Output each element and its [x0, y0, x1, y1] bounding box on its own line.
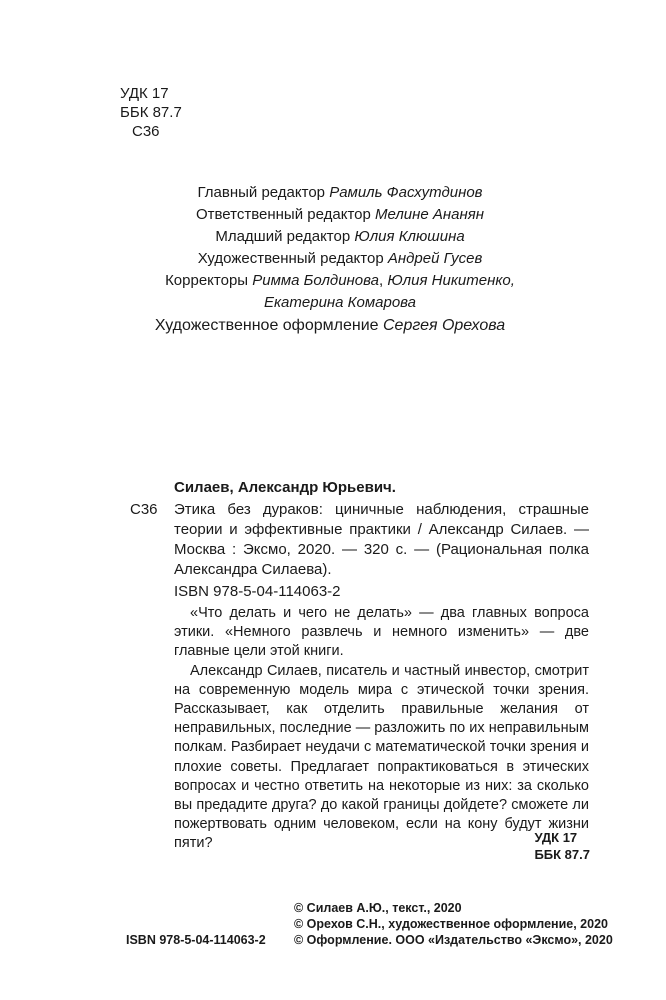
chief-editor-role: Главный редактор — [197, 184, 326, 201]
junior-editor-line — [140, 226, 540, 248]
footer-udk: УДК 17 — [534, 830, 578, 845]
art-editor-role: Художественный редактор — [197, 250, 384, 267]
author-sign: С36 — [132, 123, 160, 140]
corrector-1: Римма Болдинова — [252, 272, 379, 289]
art-editor-line — [140, 248, 540, 270]
correctors-role: Корректоры — [165, 272, 249, 289]
footer-bbk: ББК 87.7 — [534, 847, 590, 862]
copyright-design: © Орехов С.Н., художественное оформление, 2020 — [294, 917, 608, 931]
junior-editor-role: Младший редактор — [215, 228, 351, 245]
responsible-editor-role: Ответственный редактор — [195, 206, 371, 223]
design-credit — [100, 315, 560, 337]
entry-description: Этика без дураков: циничные наблюдения, страшные теории и эффективные практики / Александр Силаев. — Москва : Эксмо, 2020. — 320 с. — (Рациональная полка Александра Силаева). — [174, 501, 589, 578]
copyright-block — [126, 900, 613, 948]
copyright-line-2 — [126, 916, 608, 932]
bbk-code: ББК 87.7 — [120, 104, 182, 121]
design-label: Художественное оформление — [154, 317, 379, 334]
entry-code: С36 — [130, 501, 158, 518]
correctors-line-2 — [140, 292, 540, 314]
corrector-2: Юлия Никитенко, — [387, 272, 515, 289]
copyright-line-1 — [126, 900, 596, 916]
design-name: Сергея Орехова — [383, 317, 506, 334]
art-editor-name: Андрей Гусев — [387, 250, 483, 267]
classification-block — [120, 84, 182, 141]
editorial-credits — [140, 182, 540, 314]
chief-editor-line — [140, 182, 540, 204]
annotation-paragraph-1: «Что делать и чего не делать» — два главных вопроса этики. «Немного развлечь и немного изменить» — две главные цели этой книги. — [174, 605, 589, 660]
entry-author: Силаев, Александр Юрьевич. — [174, 479, 396, 496]
entry-isbn: ISBN 978-5-04-114063-2 — [174, 583, 341, 600]
copyright-line-3 — [126, 932, 613, 948]
annotation-paragraph-2: Александр Силаев, писатель и частный инвестор, смотрит на современную модель мира с этической точки зрения. Рассказывает, как отделить правильные желания от неправильных, последние — разложить по их неправильным полкам. Разбирает неудачи с математической точки зрения и плохие советы. Предлагает попрактиковаться в этических вопросах и честно ответить на некоторые из них: за сколько вы предадите друга? до какой границы дойдете? сможете ли пожертвовать одним человеком, если на кону будут жизни пяти? — [174, 662, 589, 852]
udk-code: УДК 17 — [120, 85, 169, 102]
chief-editor-name: Рамиль Фасхутдинов — [329, 184, 483, 201]
footer-classification — [534, 829, 590, 863]
annotation — [174, 604, 589, 854]
corrector-3: Екатерина Комарова — [263, 294, 417, 311]
responsible-editor-name: Мелине Ананян — [375, 206, 485, 223]
footer-isbn: ISBN 978-5-04-114063-2 — [126, 933, 266, 947]
copyright-publisher: © Оформление. ООО «Издательство «Эксмо», 2020 — [294, 933, 613, 947]
copyright-text: © Силаев А.Ю., текст., 2020 — [294, 901, 462, 915]
junior-editor-name: Юлия Клюшина — [354, 228, 465, 245]
responsible-editor-line — [140, 204, 540, 226]
correctors-line: Корректоры Римма Болдинова, Юлия Никитенко, — [165, 272, 515, 289]
